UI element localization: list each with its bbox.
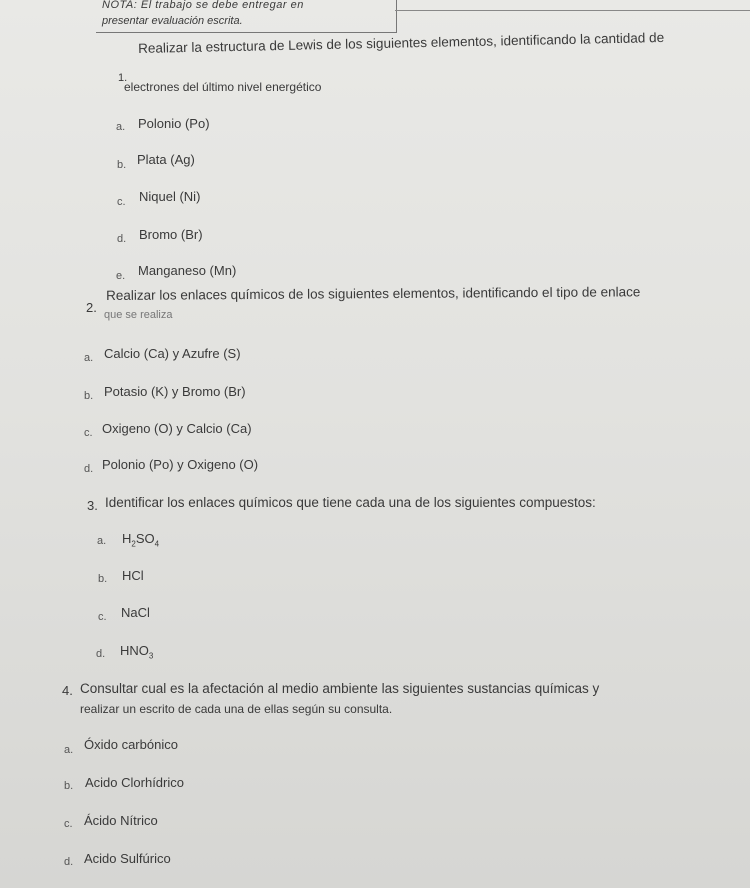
- q3-number: 3.: [87, 498, 98, 513]
- q1-line2: electrones del último nivel energético: [124, 80, 322, 94]
- q4-item-letter: b.: [64, 780, 74, 792]
- q1-item-text: Niquel (Ni): [139, 189, 201, 204]
- q2-item-text: Calcio (Ca) y Azufre (S): [104, 346, 241, 361]
- q3-line1: Identificar los enlaces químicos que tiene cada una de los siguientes compuestos:: [105, 495, 596, 510]
- formula-subscript: 2: [131, 539, 136, 549]
- q2-number: 2.: [86, 300, 97, 315]
- q3-item-letter: b.: [98, 573, 108, 585]
- formula-part: H: [122, 531, 132, 546]
- q3-item-letter: a.: [97, 535, 107, 547]
- q4-item-letter: c.: [64, 818, 73, 830]
- q1-item-letter: e.: [116, 270, 126, 282]
- q4-item-text: Ácido Nítrico: [84, 813, 158, 828]
- q3-formula-hno3: [120, 643, 153, 661]
- q1-item-text: Manganeso (Mn): [138, 263, 237, 278]
- q4-item-text: Óxido carbónico: [84, 737, 178, 752]
- formula-part: SO: [135, 531, 155, 546]
- q1-item-letter: b.: [117, 159, 127, 171]
- formula-part: HNO: [120, 643, 149, 658]
- q2-item-letter: b.: [84, 390, 94, 402]
- q1-item-letter: a.: [116, 121, 126, 133]
- q3-item-letter: d.: [96, 648, 106, 660]
- q4-line1: Consultar cual es la afectación al medio ambiente las siguientes sustancias químicas y: [80, 681, 600, 696]
- q4-item-letter: a.: [64, 744, 74, 756]
- q4-number: 4.: [62, 683, 73, 698]
- q1-number: 1.: [118, 72, 128, 84]
- q2-line2: que se realiza: [104, 309, 173, 321]
- q2-item-text: Polonio (Po) y Oxigeno (O): [102, 457, 259, 472]
- note-divider: [395, 10, 750, 11]
- formula-subscript: 3: [148, 651, 154, 661]
- q2-item-letter: c.: [84, 427, 93, 439]
- q1-item-text: Plata (Ag): [137, 152, 195, 167]
- q4-item-letter: d.: [64, 856, 74, 868]
- q1-item-letter: d.: [117, 233, 127, 245]
- q4-line2: realizar un escrito de cada una de ellas según su consulta.: [80, 702, 393, 716]
- q2-item-letter: a.: [84, 352, 94, 364]
- q2-item-letter: d.: [84, 463, 94, 475]
- note-title: NOTA: El trabajo se debe entregar en: [102, 0, 304, 11]
- q1-item-text: Bromo (Br): [139, 227, 203, 242]
- q1-item-text: Polonio (Po): [138, 116, 210, 131]
- q3-item-letter: c.: [98, 611, 107, 623]
- q4-item-text: Acido Sulfúrico: [84, 851, 171, 866]
- q2-item-text: Potasio (K) y Bromo (Br): [104, 384, 246, 399]
- q3-item-text: NaCl: [121, 605, 150, 620]
- q3-formula-h2so4: [122, 531, 159, 549]
- q4-item-text: Acido Clorhídrico: [85, 775, 184, 790]
- formula-subscript: 4: [154, 539, 160, 549]
- q3-item-text: HCl: [122, 568, 144, 583]
- note-subtitle: presentar evaluación escrita.: [102, 15, 243, 27]
- q1-item-letter: c.: [117, 196, 126, 208]
- q2-item-text: Oxigeno (O) y Calcio (Ca): [102, 421, 252, 436]
- q1-line1: Realizar la estructura de Lewis de los siguientes elementos, identificando la cantidad de: [138, 29, 665, 56]
- q2-line1: Realizar los enlaces químicos de los siguientes elementos, identificando el tipo de enlace: [106, 284, 641, 303]
